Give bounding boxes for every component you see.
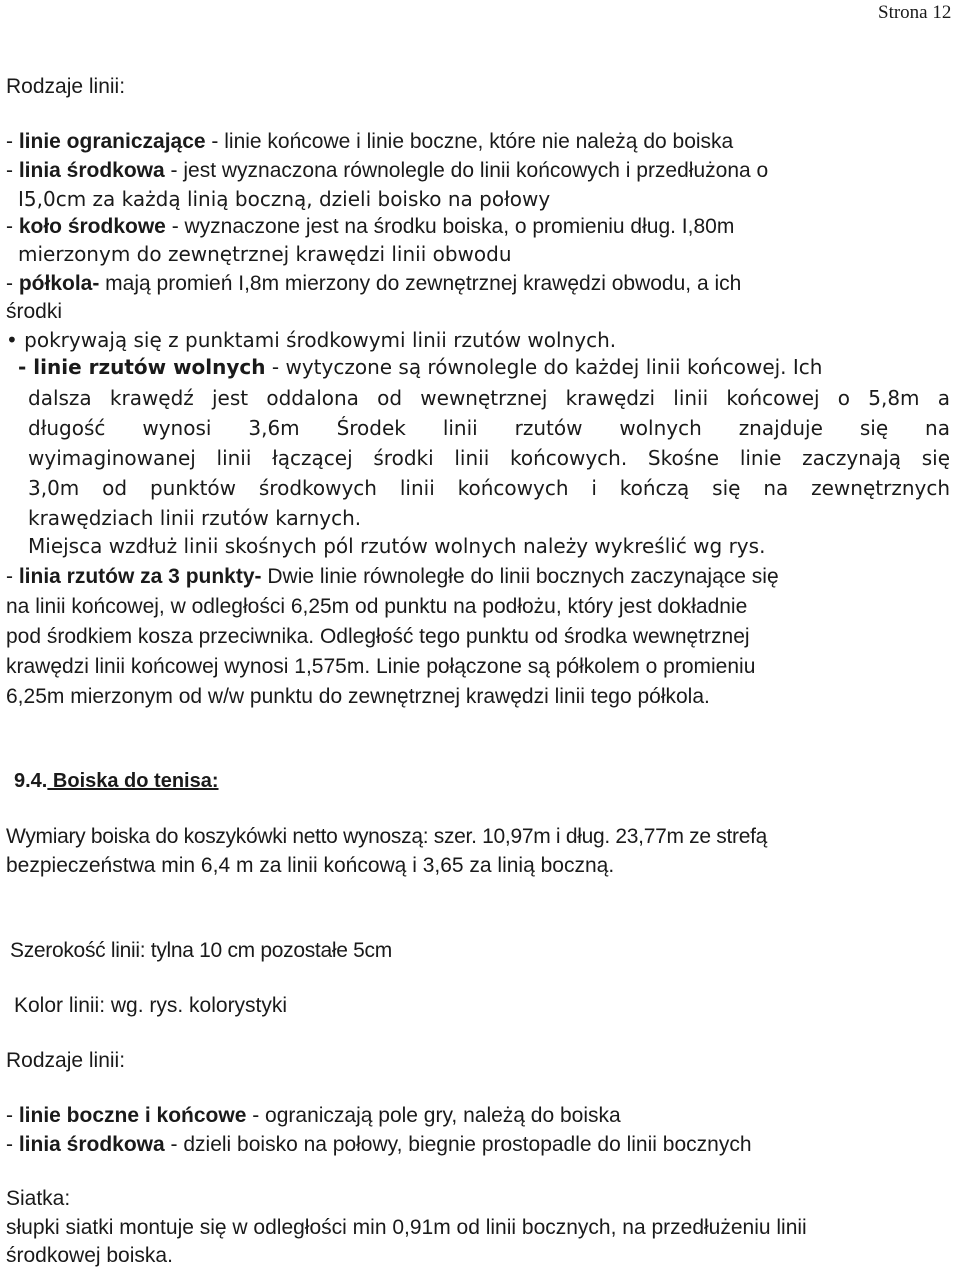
paragraph-line: długość wynosi 3,6m Środek linii rzutów wolnych znajduje się na (28, 416, 950, 440)
list-item-continuation: środki (6, 300, 63, 323)
list-item: - linie rzutów wolnych - wytyczone są równolegle do każdej linii końcowej. Ich (18, 355, 823, 379)
net-info-line: środkowej boiska. (6, 1244, 173, 1267)
list-item: - linia środkowa - dzieli boisko na połowy, biegnie prostopadle do linii bocznych (6, 1133, 752, 1156)
section-heading: Rodzaje linii: (6, 1049, 126, 1072)
paragraph-line: 3,0m od punktów środkowych linii końcowych i kończą się na zewnętrznych (28, 476, 950, 500)
paragraph-line: krawędzi linii końcowej wynosi 1,575m. Linie połączone są półkolem o promieniu (6, 655, 756, 678)
paragraph-line: 6,25m mierzonym od w/w punktu do zewnętrznej krawędzi linii tego półkola. (6, 685, 710, 708)
paragraph-line: pod środkiem kosza przeciwnika. Odległość tego punktu od środka wewnętrznej (6, 625, 750, 648)
list-item: - linia rzutów za 3 punkty- Dwie linie równoległe do linii bocznych zaczynające się (6, 565, 779, 588)
list-item: - linie ograniczające - linie końcowe i linie boczne, które nie należą do boiska (6, 130, 734, 153)
section-title: 9.4. Boiska do tenisa: (14, 770, 219, 792)
bullet-item: • pokrywają się z punktami środkowymi linii rzutów wolnych. (6, 328, 617, 352)
dimensions-line: Wymiary boiska do koszykówki netto wynoszą: szer. 10,97m i dług. 23,77m ze strefą (6, 825, 768, 848)
dimensions-line: bezpieczeństwa min 6,4 m za linii końcową i 3,65 za linią boczną. (6, 854, 615, 877)
net-heading: Siatka: (6, 1187, 71, 1210)
list-item-continuation: mierzonym do zewnętrznej krawędzi linii obwodu (18, 242, 512, 266)
paragraph-line: krawędziach linii rzutów karnych. (28, 506, 362, 530)
paragraph-line: dalsza krawędź jest oddalona od wewnętrznej krawędzi linii końcowej o 5,8m a (28, 386, 950, 410)
list-item: - koło środkowe - wyznaczone jest na środku boiska, o promieniu dług. I,80m (6, 215, 735, 238)
section-heading: Rodzaje linii: (6, 75, 126, 98)
paragraph-line: Miejsca wzdłuż linii skośnych pól rzutów wolnych należy wykreślić wg rys. (28, 534, 766, 558)
list-item: - linia środkowa - jest wyznaczona równolegle do linii końcowych i przedłużona o (6, 159, 769, 182)
paragraph-line: na linii końcowej, w odległości 6,25m od punktu na podłożu, który jest dokładnie (6, 595, 748, 618)
paragraph-line: wyimaginowanej linii łączącej środki linii końcowych. Skośne linie zaczynają się (28, 446, 950, 470)
page-number: Strona 12 (878, 2, 952, 23)
list-item: - półkola- mają promień I,8m mierzony do zewnętrznej krawędzi obwodu, a ich (6, 272, 742, 295)
line-width-info: Szerokość linii: tylna 10 cm pozostałe 5cm (10, 939, 392, 962)
line-color-info: Kolor linii: wg. rys. kolorystyki (14, 994, 288, 1017)
net-info-line: słupki siatki montuje się w odległości min 0,91m od linii bocznych, na przedłużeniu linii (6, 1216, 807, 1239)
list-item: - linie boczne i końcowe - ograniczają pole gry, należą do boiska (6, 1104, 621, 1127)
list-item-continuation: I5,0cm za każdą linią boczną, dzieli boisko na połowy (18, 187, 551, 211)
